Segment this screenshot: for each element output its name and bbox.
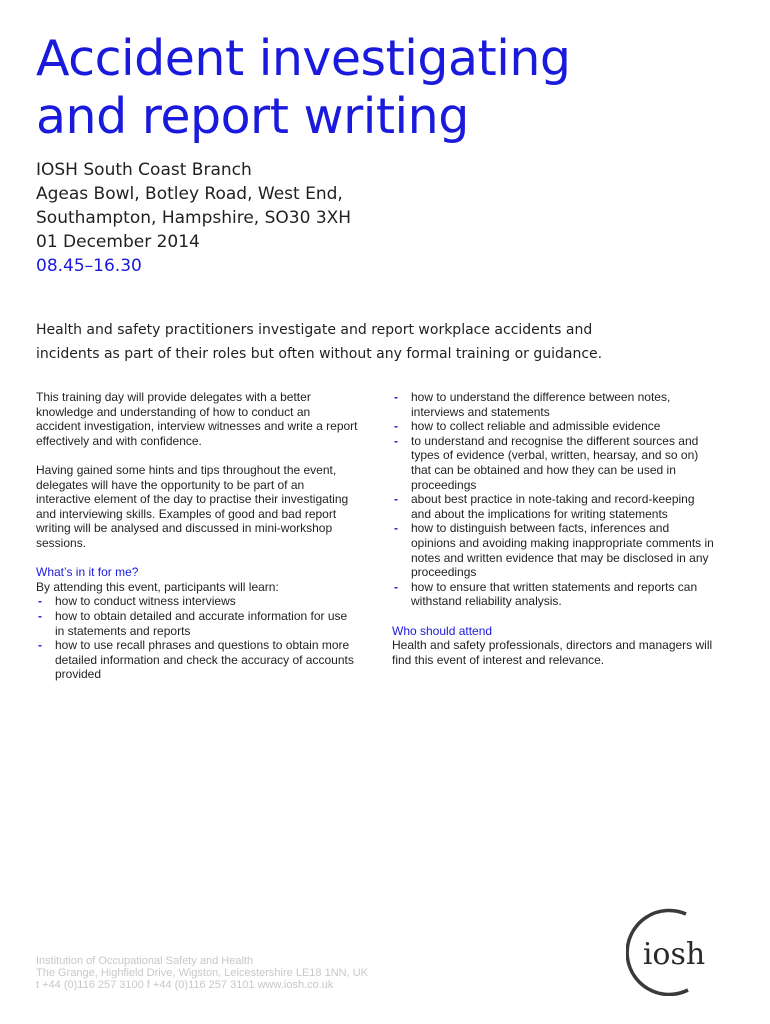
footer-org-name: Institution of Occupational Safety and Health bbox=[36, 955, 254, 967]
text-line: Having gained some hints and tips throughout the event, bbox=[36, 462, 337, 477]
whats-in-it-lead: By attending this event, participants will learn: bbox=[36, 579, 279, 594]
section-heading-whats-in-it: What’s in it for me? bbox=[36, 565, 139, 580]
footer-contact-line: t +44 (0)116 257 3100 f +44 (0)116 257 3101 www.iosh.co.uk bbox=[36, 979, 334, 991]
title-line-2: and report writing bbox=[36, 88, 469, 145]
text-line: how to ensure that written statements and reports can bbox=[411, 579, 698, 594]
text-line: accident investigation, interview witnesses and write a report bbox=[36, 419, 358, 434]
document-title bbox=[36, 30, 571, 146]
text-line: effectively and with confidence. bbox=[36, 433, 202, 448]
event-organiser: IOSH South Coast Branch bbox=[36, 160, 252, 180]
text-line: how to understand the difference between notes, bbox=[411, 390, 671, 404]
text-line: to understand and recognise the different sources and bbox=[411, 433, 699, 448]
list-item bbox=[36, 594, 381, 609]
list-item bbox=[392, 419, 737, 434]
text-line: knowledge and understanding of how to conduct an bbox=[36, 404, 311, 419]
text-line: and interviewing skills. Examples of good and bad report bbox=[36, 506, 337, 521]
dash-bullet-icon: - bbox=[394, 433, 398, 448]
text-line: how to use recall phrases and questions to obtain more bbox=[55, 638, 350, 653]
list-item bbox=[392, 521, 737, 579]
text-line: and about the implications for writing statements bbox=[411, 506, 668, 521]
list-item bbox=[392, 390, 737, 419]
title-line-1: Accident investigating bbox=[36, 30, 571, 87]
text-line: writing will be analysed and discussed in mini-workshop bbox=[36, 521, 333, 536]
learning-list-right bbox=[392, 390, 737, 609]
iosh-logo-icon bbox=[626, 908, 722, 996]
dash-bullet-icon: - bbox=[394, 521, 398, 536]
who-should-attend-text bbox=[392, 638, 737, 667]
text-line: proceedings bbox=[411, 565, 477, 580]
dash-bullet-icon: - bbox=[394, 390, 398, 404]
left-column bbox=[36, 390, 381, 682]
dash-bullet-icon: - bbox=[394, 579, 398, 594]
text-line: withstand reliability analysis. bbox=[411, 594, 562, 609]
event-venue-line-1: Ageas Bowl, Botley Road, West End, bbox=[36, 184, 343, 204]
text-line: that can be obtained and how they can be used in bbox=[411, 462, 676, 477]
list-item bbox=[392, 434, 737, 492]
intro-line-1: Health and safety practitioners investigate and report workplace accidents and bbox=[36, 322, 593, 338]
event-venue-line-2: Southampton, Hampshire, SO30 3XH bbox=[36, 208, 352, 228]
text-line: how to distinguish between facts, inferences and bbox=[411, 521, 670, 536]
text-line: interviews and statements bbox=[411, 404, 550, 419]
text-line: opinions and avoiding making inappropriate comments in bbox=[411, 535, 714, 550]
text-line: about best practice in note-taking and record-keeping bbox=[411, 492, 695, 507]
paragraph-overview bbox=[36, 390, 381, 448]
text-line: notes and written evidence that may be disclosed in any bbox=[411, 550, 709, 565]
paragraph-interactive bbox=[36, 463, 381, 551]
text-line: provided bbox=[55, 667, 102, 682]
list-item bbox=[36, 609, 381, 638]
text-line: detailed information and check the accuracy of accounts bbox=[55, 652, 354, 667]
text-line: interactive element of the day to practise their investigating bbox=[36, 492, 349, 507]
dash-bullet-icon: - bbox=[394, 419, 398, 434]
logo-text: iosh bbox=[642, 937, 706, 972]
text-line: delegates will have the opportunity to be part of an bbox=[36, 477, 305, 492]
text-line: types of evidence (verbal, written, hearsay, and so on) bbox=[411, 448, 699, 463]
dash-bullet-icon: - bbox=[394, 492, 398, 507]
intro-line-2: incidents as part of their roles but often without any formal training or guidance. bbox=[36, 346, 603, 362]
event-details bbox=[36, 158, 351, 278]
learning-list-left bbox=[36, 594, 381, 682]
list-item bbox=[392, 580, 737, 609]
event-time: 08.45–16.30 bbox=[36, 256, 142, 276]
section-heading-who-should-attend: Who should attend bbox=[392, 623, 493, 638]
list-item bbox=[392, 492, 737, 521]
dash-bullet-icon: - bbox=[38, 608, 42, 623]
dash-bullet-icon: - bbox=[38, 638, 42, 653]
text-line: proceedings bbox=[411, 477, 477, 492]
list-item bbox=[36, 638, 381, 682]
footer-address-line: The Grange, Highfield Drive, Wigston, Leicestershire LE18 1NN, UK bbox=[36, 967, 368, 979]
footer-address bbox=[36, 955, 368, 991]
text-line: how to obtain detailed and accurate information for use bbox=[55, 608, 348, 623]
right-column bbox=[392, 390, 737, 667]
text-line: sessions. bbox=[36, 535, 87, 550]
text-line: in statements and reports bbox=[55, 623, 191, 638]
text-line: how to conduct witness interviews bbox=[55, 594, 236, 609]
text-line: find this event of interest and relevance. bbox=[392, 652, 605, 667]
intro-paragraph bbox=[36, 318, 656, 366]
text-line: how to collect reliable and admissible evidence bbox=[411, 419, 661, 434]
dash-bullet-icon: - bbox=[38, 594, 42, 609]
text-line: This training day will provide delegates with a better bbox=[36, 390, 311, 404]
event-date: 01 December 2014 bbox=[36, 232, 200, 252]
text-line: Health and safety professionals, directors and managers will bbox=[392, 638, 713, 653]
